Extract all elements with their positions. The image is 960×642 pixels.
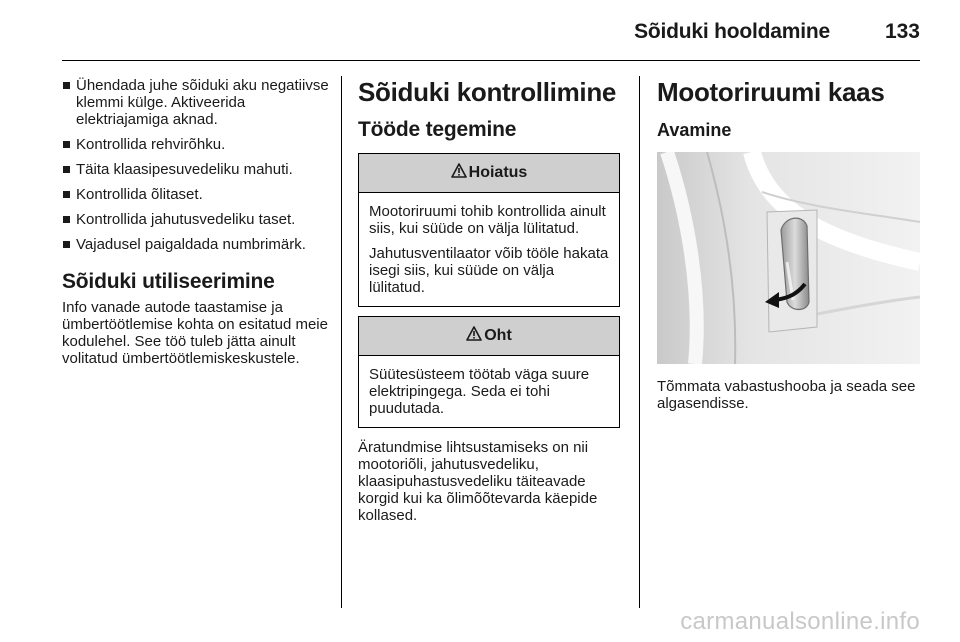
warning-box-body [359, 193, 619, 306]
body-text-yellow-caps: Äratundmise lihtsustamiseks on nii mootoriõli, jahutusvedeliku, klaasipuhastusvedeliku täiteavade korgid kui ka õlimõõtevarda käepide kollased. [358, 439, 598, 524]
subheading-toode-tegemine: Tööde tegemine [358, 118, 517, 141]
photo-caption: Tõmmata vabastushooba ja seada see algasendisse. [657, 378, 916, 412]
danger-box-header [359, 317, 619, 356]
warning-box-label: Hoiatus [468, 164, 528, 181]
header-title: Sõiduki hooldamine [634, 20, 830, 43]
warning-box-header [359, 154, 619, 193]
subheading-avamine: Avamine [657, 120, 732, 140]
header-rule [62, 60, 920, 61]
column-divider-2 [639, 76, 640, 608]
section-heading-utiliseerimine: Sõiduki utiliseerimine [62, 270, 275, 293]
danger-box-body [359, 356, 619, 427]
list-item: Täita klaasipesuvedeliku mahuti. [62, 161, 332, 178]
page-number: 133 [884, 20, 920, 43]
list-item: Vajadusel paigaldada numbrimärk. [62, 236, 332, 253]
section-heading-mootoriruumi-kaas: Mootoriruumi kaas [657, 77, 885, 107]
warning-triangle-icon [466, 326, 482, 346]
column-middle [358, 77, 623, 524]
column-left [62, 77, 332, 367]
list-item: Kontrollida õlitaset. [62, 186, 332, 203]
danger-text: Süütesüsteem töötab väga suure elektripingega. Seda ei tohi puudutada. [369, 366, 590, 417]
checklist [62, 77, 332, 253]
hood-release-illustration [657, 152, 920, 364]
section-text-utiliseerimine: Info vanade autode taastamise ja ümbertöötlemise kohta on esitatud meie kodulehel. See töö tuleb jätta ainult volitatud ümbertöötlemiskeskustele. [62, 299, 328, 367]
column-right [657, 77, 920, 412]
warning-text-1: Mootoriruumi tohib kontrollida ainult siis, kui süüde on välja lülitatud. [369, 203, 606, 237]
section-heading-kontrollimine: Sõiduki kontrollimine [358, 77, 617, 107]
danger-box-label: Oht [484, 327, 512, 344]
watermark: carmanualsonline.info [680, 608, 920, 635]
hood-release-photo [657, 152, 920, 364]
warning-text-2: Jahutusventilaator võib tööle hakata isegi siis, kui süüde on välja lülitatud. [369, 245, 609, 296]
list-item: Ühendada juhe sõiduki aku negatiivse klemmi külge. Aktiveerida elektriajamiga aknad. [62, 77, 332, 128]
column-divider-1 [341, 76, 342, 608]
danger-box [358, 316, 620, 428]
list-item: Kontrollida rehvirõhku. [62, 136, 332, 153]
warning-triangle-icon [451, 163, 467, 183]
list-item: Kontrollida jahutusvedeliku taset. [62, 211, 332, 228]
warning-box [358, 153, 620, 307]
